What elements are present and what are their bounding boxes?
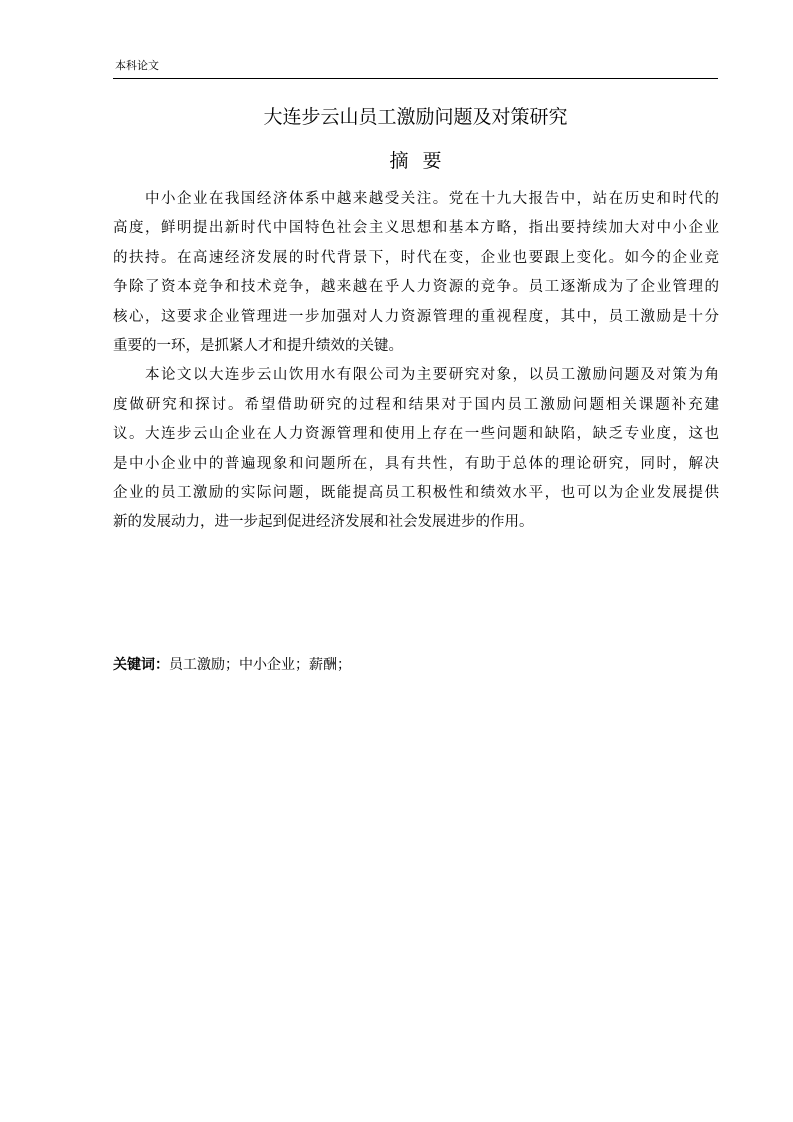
text-line: 议。大连步云山企业在人力资源管理和使用上存在一些问题和缺陷，缺乏专业度，这也 [113, 426, 719, 443]
text-line: 核心，这要求企业管理进一步加强对人力资源管理的重视程度，其中，员工激励是十分 [113, 308, 719, 325]
text-line: 本论文以大连步云山饮用水有限公司为主要研究对象，以员工激励问题及对策为角 [145, 367, 719, 384]
text-line: 中小企业在我国经济体系中越来越受关注。党在十九大报告中，站在历史和时代的 [145, 191, 719, 207]
text-line: 高度，鲜明提出新时代中国特色社会主义思想和基本方略，指出要持续加大对中小企业 [113, 220, 719, 237]
document-title: 大连步云山员工激励问题及对策研究 [263, 106, 568, 128]
text-line: 企业的员工激励的实际问题，既能提高员工积极性和绩效水平，也可以为企业发展提供 [113, 484, 719, 501]
abstract-paragraph-2 [113, 361, 719, 537]
header-rule [113, 78, 718, 79]
text-line: 重要的一环，是抓紧人才和提升绩效的关键。 [113, 337, 403, 354]
text-line: 度做研究和探讨。希望借助研究的过程和结果对于国内员工激励问题相关课题补充建 [113, 396, 719, 413]
text-line: 争除了资本竞争和技术竞争，越来越在乎人力资源的竞争。员工逐渐成为了企业管理的 [113, 279, 719, 296]
text-line: 是中小企业中的普遍现象和问题所在，具有共性，有助于总体的理论研究，同时，解决 [113, 455, 719, 472]
abstract-heading: 摘要 [389, 150, 456, 172]
keywords-label: 关键词： [113, 657, 169, 673]
text-line: 新的发展动力，进一步起到促进经济发展和社会发展进步的作用。 [113, 514, 534, 531]
keywords-line [113, 652, 351, 678]
text-line: 的扶持。在高速经济发展的时代背景下，时代在变，企业也要跟上变化。如今的企业竞 [113, 249, 719, 266]
running-header: 本科论文 [115, 59, 159, 72]
abstract-paragraph-1 [113, 185, 719, 361]
abstract-body [113, 185, 719, 538]
keywords-value: 员工激励；中小企业；薪酬； [169, 657, 351, 673]
